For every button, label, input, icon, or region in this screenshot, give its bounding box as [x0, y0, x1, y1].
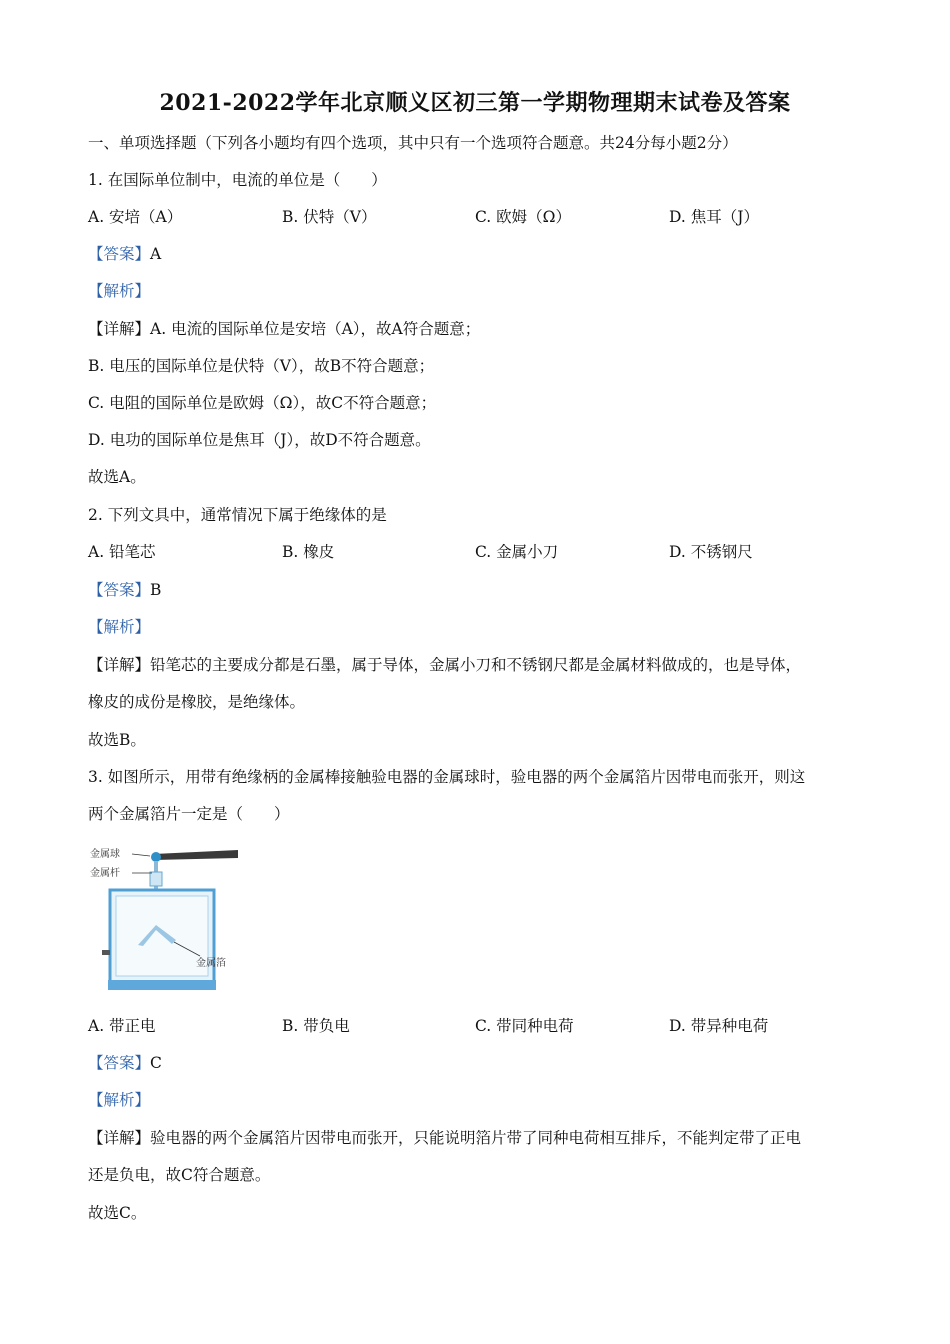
electroscope-figure [88, 840, 240, 998]
case-base [108, 980, 216, 990]
q1-conclusion: 故选A。 [88, 468, 146, 486]
q2-option-d: D. 不锈钢尺 [669, 543, 753, 561]
q3-option-c: C. 带同种电荷 [475, 1017, 574, 1035]
label-metal-leaf: 金属箔 [196, 958, 226, 969]
q2-option-c: C. 金属小刀 [475, 543, 559, 561]
q3-answer-value: C [150, 1054, 162, 1072]
label-metal-ball: 金属球 [90, 849, 120, 860]
q3-option-b: B. 带负电 [282, 1017, 350, 1035]
q3-analysis [88, 1090, 150, 1110]
q1-option-d: D. 焦耳（J） [669, 208, 759, 226]
q1-detail-line [88, 319, 480, 339]
q2-analysis [88, 617, 150, 637]
q1-detail-line: C. 电阻的国际单位是欧姆（Ω），故C不符合题意； [88, 394, 437, 412]
q3-option-a: A. 带正电 [88, 1017, 156, 1035]
q2-stem: 2. 下列文具中，通常情况下属于绝缘体的是 [88, 506, 387, 524]
q3-detail-text: 验电器的两个金属箔片因带电而张开，只能说明箔片带了同种电荷相互排斥，不能判定带了正电 [150, 1129, 802, 1147]
q2-detail-line [88, 655, 801, 675]
electroscope-illustration [88, 840, 240, 998]
q2-detail-line: 橡皮的成份是橡胶，是绝缘体。 [88, 693, 306, 711]
section-heading: 一、单项选择题（下列各小题均有四个选项，其中只有一个选项符合题意。共24分每小题2分） [88, 134, 738, 152]
answer-tag: 【答案】 [88, 1054, 151, 1072]
q2-answer-value: B [150, 581, 162, 599]
q1-stem: 1. 在国际单位制中，电流的单位是（ ） [88, 171, 387, 189]
q1-detail-line: B. 电压的国际单位是伏特（V），故B不符合题意； [88, 357, 435, 375]
q3-detail-line [88, 1128, 801, 1148]
label-metal-stem: 金属杆 [90, 868, 120, 879]
q2-option-a: A. 铅笔芯 [88, 543, 156, 561]
q1-answer [88, 244, 161, 264]
answer-tag: 【答案】 [88, 245, 151, 263]
q2-answer [88, 580, 161, 600]
detail-tag: 【详解】 [88, 1129, 151, 1147]
q1-detail-line: D. 电功的国际单位是焦耳（J），故D不符合题意。 [88, 431, 431, 449]
q2-detail-text: 铅笔芯的主要成分都是石墨，属于导体，金属小刀和不锈钢尺都是金属材料做成的，也是导体， [150, 656, 802, 674]
q3-detail-line: 还是负电，故C符合题意。 [88, 1166, 271, 1184]
metal-rod [154, 850, 238, 860]
q3-stem-line: 两个金属箔片一定是（ ） [88, 805, 290, 823]
q1-detail-text: A. 电流的国际单位是安培（A），故A符合题意； [150, 320, 481, 338]
metal-ball [151, 852, 161, 862]
analysis-tag: 【解析】 [88, 282, 151, 300]
detail-tag: 【详解】 [88, 656, 151, 674]
analysis-tag: 【解析】 [88, 1091, 151, 1109]
q1-answer-value: A [150, 245, 162, 263]
analysis-tag: 【解析】 [88, 618, 151, 636]
q1-option-c: C. 欧姆（Ω） [475, 208, 572, 226]
q1-option-b: B. 伏特（V） [282, 208, 377, 226]
q3-stem-line: 3. 如图所示，用带有绝缘柄的金属棒接触验电器的金属球时，验电器的两个金属箔片因带电而张开，则这 [88, 768, 806, 786]
q2-option-b: B. 橡皮 [282, 543, 335, 561]
q3-option-d: D. 带异种电荷 [669, 1017, 769, 1035]
detail-tag: 【详解】 [88, 320, 151, 338]
q2-conclusion: 故选B。 [88, 731, 146, 749]
q1-analysis [88, 281, 150, 301]
q3-conclusion: 故选C。 [88, 1204, 147, 1222]
answer-tag: 【答案】 [88, 581, 151, 599]
page-title: 2021-2022学年北京顺义区初三第一学期物理期末试卷及答案 [159, 90, 791, 116]
q3-answer [88, 1053, 162, 1073]
q1-option-a: A. 安培（A） [88, 208, 183, 226]
